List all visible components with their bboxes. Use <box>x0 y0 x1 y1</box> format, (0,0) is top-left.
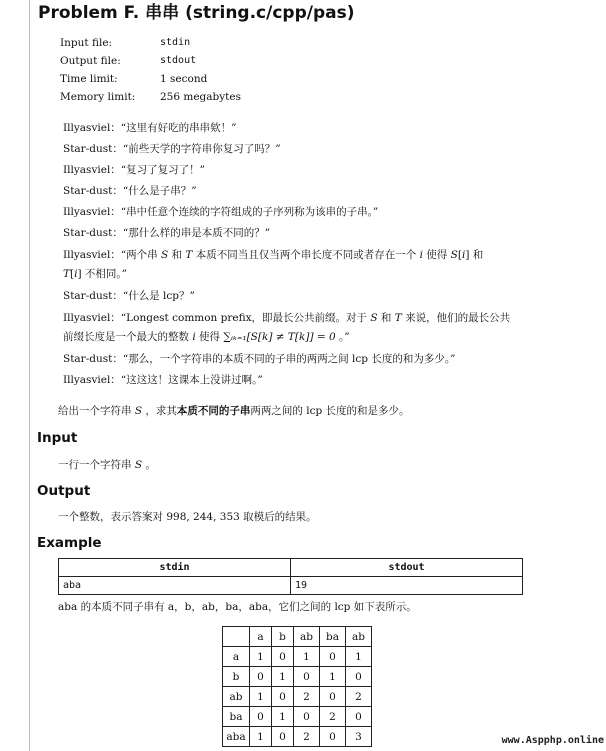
text-span: 本质不同当且仅当两个串长度不同或者存在一个 <box>192 249 420 261</box>
dialogue-line: Star-dust：“什么是子串？” <box>63 185 197 197</box>
problem-meta <box>60 34 241 106</box>
lcp-cell: 1 <box>346 647 372 667</box>
math-var: S <box>134 405 143 417</box>
meta-output-row <box>60 52 241 70</box>
text-span: Illyasviel：“两个串 <box>63 249 162 261</box>
lcp-cell: 0 <box>346 667 372 687</box>
math-var: i <box>419 249 423 261</box>
lcp-row-header: ba <box>223 707 250 727</box>
lcp-col-header: ba <box>320 627 346 647</box>
text-span: 。 <box>142 459 156 471</box>
meta-input-row <box>60 34 241 52</box>
text-span: 两两之间的 lcp 长度的和是多少。 <box>250 405 410 417</box>
math-var: i <box>461 249 466 261</box>
task-emphasis: 本质不同的子串 <box>176 405 251 417</box>
lcp-row <box>223 667 372 687</box>
lcp-row-header: b <box>223 667 250 687</box>
dialogue-line: Illyasviel：“这这这！这课本上没讲过啊。” <box>63 374 263 386</box>
lcp-cell: 1 <box>250 647 272 667</box>
lcp-row <box>223 727 372 747</box>
lcp-cell: 0 <box>272 647 294 667</box>
dialogue-line: Star-dust：“前些天学的字符串你复习了吗？” <box>63 143 281 155</box>
lcp-header-row <box>223 627 372 647</box>
meta-time-label: Time limit: <box>60 73 118 85</box>
text-span: ] 不相同。” <box>77 268 128 280</box>
lcp-col-header: ab <box>294 627 320 647</box>
math-var: S <box>134 459 143 471</box>
output-description: 一个整数，表示答案对 998, 244, 353 取模后的结果。 <box>58 511 317 523</box>
dialogue-line: Star-dust：“那什么样的串是本质不同的？” <box>63 227 271 239</box>
text-span: 前缀长度是一个最大的整数 <box>63 331 193 343</box>
lcp-table <box>222 626 372 747</box>
lcp-col-header: ab <box>346 627 372 647</box>
math-var: S <box>370 312 378 324</box>
lcp-row-header: ab <box>223 687 250 707</box>
lcp-row <box>223 687 372 707</box>
lcp-cell: 0 <box>272 687 294 707</box>
example-col-stdin: stdin <box>59 559 291 577</box>
lcp-cell: 0 <box>320 727 346 747</box>
dialogue-line: Star-dust：“什么是 lcp？” <box>63 290 195 302</box>
problem-title: Problem F. 串串 (string.c/cpp/pas) <box>38 3 355 23</box>
lcp-cell: 1 <box>294 647 320 667</box>
dialogue-line: Illyasviel：“串中任意个连续的字符组成的子序列称为该串的子串。” <box>63 206 379 218</box>
text-span: 和 <box>377 312 395 324</box>
text-span: [ <box>457 249 462 261</box>
lcp-cell: 1 <box>320 667 346 687</box>
math-var: T <box>394 312 402 324</box>
meta-input-label: Input file: <box>60 37 113 49</box>
text-span: 使得 <box>195 331 224 343</box>
example-heading: Example <box>37 535 102 551</box>
lcp-cell: 1 <box>272 707 294 727</box>
lcp-cell: 2 <box>320 707 346 727</box>
lcp-row-header: a <box>223 647 250 667</box>
example-explanation: aba 的本质不同子串有 a，b，ab，ba，aba，它们之间的 lcp 如下表所示。 <box>58 601 417 613</box>
meta-time-row <box>60 70 241 88</box>
math-var: i <box>192 331 196 343</box>
text-span: 一行一个字符串 <box>58 459 135 471</box>
lcp-cell: 1 <box>250 727 272 747</box>
watermark: www.Aspphp.online <box>501 735 604 746</box>
dialogue-line: Star-dust：“那么，一个字符串的本质不同的子串的两两之间 lcp 长度的和为多少。” <box>63 353 456 365</box>
meta-memory-value: 256 megabytes <box>160 91 242 103</box>
text-span: ，求其 <box>142 405 177 417</box>
lcp-cell: 3 <box>346 727 372 747</box>
input-description <box>58 456 156 474</box>
math-var: i <box>74 268 78 280</box>
dialogue-line: Illyasviel：“这里有好吃的串串欸！” <box>63 122 237 134</box>
lcp-cell: 0 <box>346 707 372 727</box>
lcp-cell: 0 <box>250 667 272 687</box>
lcp-cell: 0 <box>320 687 346 707</box>
math-var: S <box>450 249 458 261</box>
task-statement <box>58 402 410 420</box>
lcp-cell: 2 <box>294 727 320 747</box>
lcp-formula: ∑ᵢₖ₌₁[S[k] ≠ T[k]] = 0 <box>223 331 336 343</box>
text-span: [ <box>70 268 75 280</box>
lcp-col-header: a <box>250 627 272 647</box>
lcp-cell: 2 <box>294 687 320 707</box>
lcp-cell: 1 <box>250 687 272 707</box>
lcp-corner-cell <box>223 627 250 647</box>
lcp-row-header: aba <box>223 727 250 747</box>
text-span: 使得 <box>422 249 451 261</box>
example-header-row <box>59 559 523 577</box>
text-span: 来说，他们的最长公共 <box>401 312 511 324</box>
meta-memory-label: Memory limit: <box>60 91 136 103</box>
lcp-cell: 0 <box>250 707 272 727</box>
dialogue-line-lcp <box>63 307 533 349</box>
text-span: 给出一个字符串 <box>58 405 135 417</box>
dialogue-line-definition <box>63 244 533 286</box>
meta-output-label: Output file: <box>60 55 121 67</box>
lcp-cell: 2 <box>346 687 372 707</box>
lcp-cell: 0 <box>320 647 346 667</box>
example-output-value: 19 <box>291 577 523 595</box>
example-table <box>58 558 523 595</box>
text-span: 和 <box>168 249 186 261</box>
meta-output-value: stdout <box>160 55 197 66</box>
lcp-col-header: b <box>272 627 294 647</box>
lcp-cell: 0 <box>294 707 320 727</box>
text-span: Illyasviel：“Longest common prefix，即最长公共前缀。对于 <box>63 312 371 324</box>
meta-input-value: stdin <box>160 37 191 48</box>
math-var: S <box>161 249 169 261</box>
dialogue <box>63 118 533 391</box>
meta-memory-row <box>60 88 241 106</box>
lcp-row <box>223 647 372 667</box>
text-span: 。” <box>335 331 350 343</box>
lcp-cell: 0 <box>294 667 320 687</box>
lcp-cell: 1 <box>272 667 294 687</box>
math-var: T <box>63 268 71 280</box>
lcp-row <box>223 707 372 727</box>
dialogue-line: Illyasviel：“复习了复习了！” <box>63 164 206 176</box>
meta-time-value: 1 second <box>160 73 208 85</box>
example-value-row <box>59 577 523 595</box>
text-span: ] 和 <box>465 249 484 261</box>
input-heading: Input <box>37 430 78 446</box>
example-col-stdout: stdout <box>291 559 523 577</box>
output-heading: Output <box>37 483 91 499</box>
example-input-value: aba <box>59 577 291 595</box>
page-left-border <box>29 0 30 751</box>
math-var: T <box>185 249 193 261</box>
lcp-cell: 0 <box>272 727 294 747</box>
